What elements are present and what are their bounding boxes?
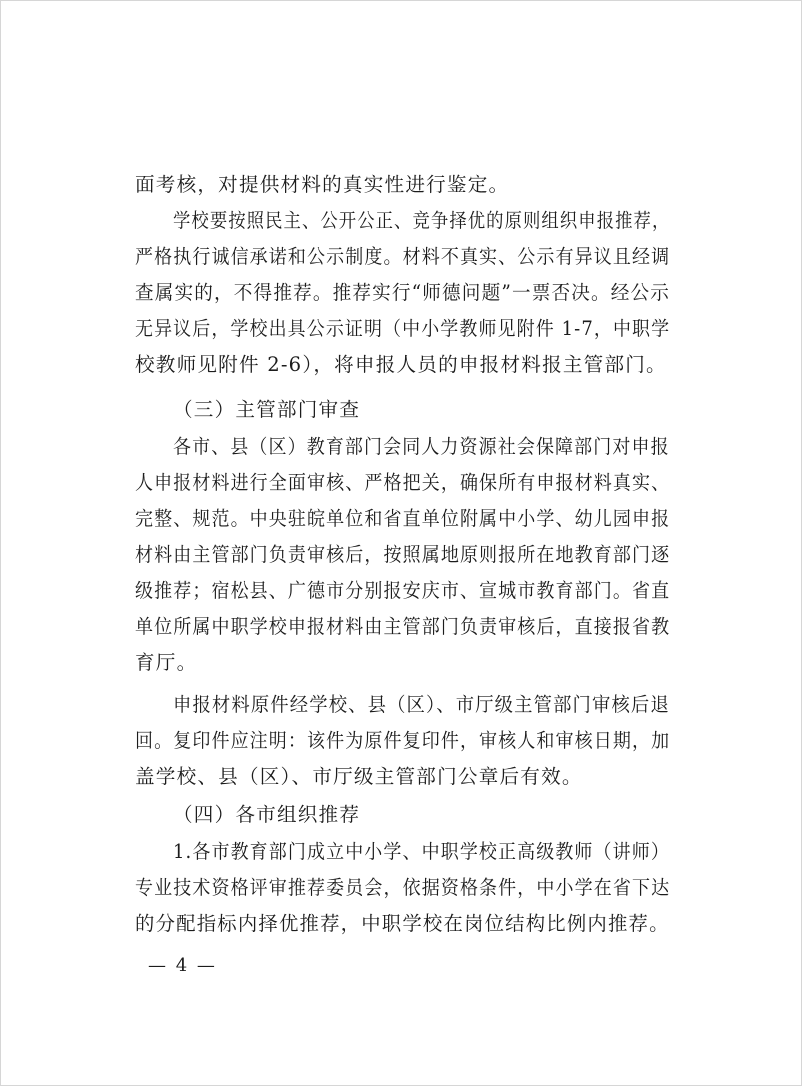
text-line: 人申报材料进行全面审核、严格把关，确保所有申报材料真实、 [135, 471, 671, 494]
paragraph-first-line: 各市、县（区）教育部门会同人力资源社会保障部门对申报 [173, 435, 670, 458]
text-line: 严格执行诚信承诺和公示制度。材料不真实、公示有异议且经调 [135, 245, 671, 268]
text-line: 校教师见附件 2-6），将申报人员的申报材料报主管部门。 [135, 353, 667, 376]
text-line: 面考核，对提供材料的真实性进行鉴定。 [135, 173, 510, 196]
paragraph-first-line: 申报材料原件经学校、县（区）、市厅级主管部门审核后退 [173, 693, 670, 716]
text-line: 育厅。 [135, 651, 198, 674]
text-line: 查属实的，不得推荐。推荐实行“师德问题”一票否决。经公示 [135, 281, 671, 304]
paragraph-first-line: 学校要按照民主、公开公正、竞争择优的原则组织申报推荐， [173, 209, 671, 232]
section-heading: （四）各市组织推荐 [173, 803, 361, 826]
text-line: 专业技术资格评审推荐委员会，依据资格条件，中小学在省下达 [135, 876, 671, 899]
text-line: 单位所属中职学校申报材料由主管部门负责审核后，直接报省教 [135, 615, 671, 638]
text-line: 完整、规范。中央驻皖单位和省直单位附属中小学、幼儿园申报 [135, 507, 671, 530]
text-line: 无异议后，学校出具公示证明（中小学教师见附件 1-7，中职学 [135, 317, 671, 340]
section-heading: （三）主管部门审查 [173, 398, 361, 421]
text-line: 盖学校、县（区）、市厅级主管部门公章后有效。 [135, 765, 583, 788]
text-line: 的分配指标内择优推荐，中职学校在岗位结构比例内推荐。 [135, 912, 670, 935]
page-number: — 4 — [148, 955, 217, 976]
text-line: 材料由主管部门负责审核后，按照属地原则报所在地教育部门逐 [135, 543, 671, 566]
paragraph-first-line: 1.各市教育部门成立中小学、中职学校正高级教师（讲师） [173, 840, 670, 863]
text-line: 级推荐；宿松县、广德市分别报安庆市、宣城市教育部门。省直 [135, 579, 671, 602]
text-line: 回。复印件应注明：该件为原件复印件，审核人和审核日期，加 [135, 729, 671, 752]
